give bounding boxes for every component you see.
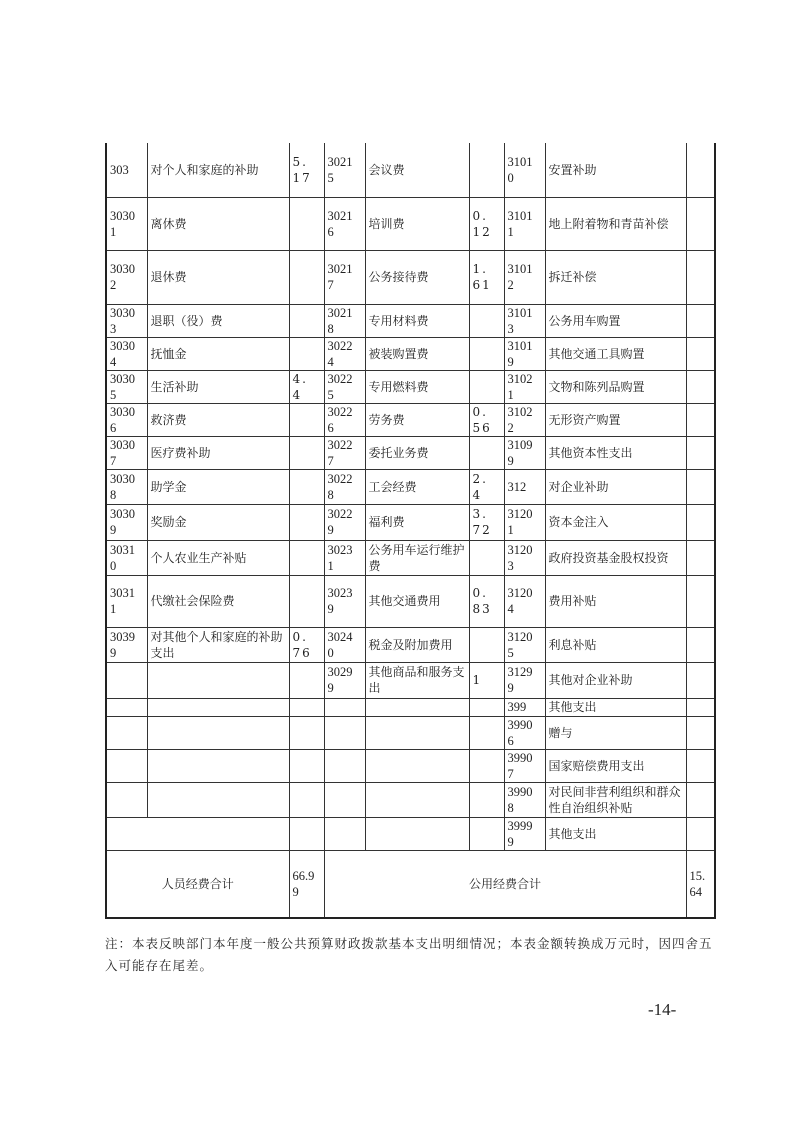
item-name-cell: 救济费 [147, 403, 289, 436]
item-name-cell: 地上附着物和青苗补偿 [545, 197, 686, 250]
code-cell: 30215 [324, 143, 365, 197]
amount-cell [469, 436, 504, 469]
item-name-cell: 被装购置费 [365, 337, 469, 370]
table-row [106, 662, 715, 698]
code-cell [106, 716, 147, 749]
code-cell: 31013 [504, 304, 545, 337]
table-row [106, 250, 715, 304]
item-name-cell: 退职（役）费 [147, 304, 289, 337]
code-cell: 31204 [504, 575, 545, 627]
item-name-cell: 抚恤金 [147, 337, 289, 370]
amount-cell [686, 698, 715, 716]
item-name-cell: 助学金 [147, 469, 289, 504]
code-cell: 30308 [106, 469, 147, 504]
item-name-cell: 公务接待费 [365, 250, 469, 304]
totals-row [106, 850, 715, 918]
table-row [106, 304, 715, 337]
table-row [106, 627, 715, 662]
item-name-cell: 个人农业生产补贴 [147, 540, 289, 575]
code-cell: 30224 [324, 337, 365, 370]
item-name-cell: 安置补助 [545, 143, 686, 197]
amount-cell [686, 749, 715, 782]
code-cell: 30239 [324, 575, 365, 627]
code-cell: 30225 [324, 370, 365, 403]
amount-cell [289, 540, 324, 575]
code-cell [106, 662, 147, 698]
item-name-cell: 文物和陈列品购置 [545, 370, 686, 403]
amount-cell [686, 403, 715, 436]
item-name-cell: 专用材料费 [365, 304, 469, 337]
item-name-cell: 赠与 [545, 716, 686, 749]
personnel-total-value: 66.99 [289, 850, 324, 918]
table-row [106, 716, 715, 749]
item-name-cell: 其他商品和服务支出 [365, 662, 469, 698]
amount-cell: 1 [469, 662, 504, 698]
amount-cell [289, 782, 324, 817]
amount-cell: 2.4 [469, 469, 504, 504]
amount-cell [686, 250, 715, 304]
item-name-cell: 国家赔偿费用支出 [545, 749, 686, 782]
page-number: -14- [648, 1000, 677, 1019]
item-name-cell: 其他对企业补助 [545, 662, 686, 698]
item-name-cell: 其他支出 [545, 698, 686, 716]
amount-cell [686, 575, 715, 627]
amount-cell [469, 627, 504, 662]
code-cell: 39907 [504, 749, 545, 782]
item-name-cell: 税金及附加费用 [365, 627, 469, 662]
amount-cell [686, 662, 715, 698]
table-row [106, 504, 715, 540]
amount-cell [686, 436, 715, 469]
code-cell [106, 698, 147, 716]
code-cell: 30310 [106, 540, 147, 575]
item-name-cell [365, 749, 469, 782]
item-name-cell: 资本金注入 [545, 504, 686, 540]
table-row [106, 782, 715, 817]
item-name-cell: 培训费 [365, 197, 469, 250]
amount-cell [469, 143, 504, 197]
personnel-total-label: 人员经费合计 [106, 850, 289, 918]
code-cell: 30309 [106, 504, 147, 540]
item-name-cell: 专用燃料费 [365, 370, 469, 403]
item-name-cell: 其他交通费用 [365, 575, 469, 627]
amount-cell [469, 540, 504, 575]
item-name-cell: 退休费 [147, 250, 289, 304]
amount-cell [469, 304, 504, 337]
item-name-cell: 费用补贴 [545, 575, 686, 627]
amount-cell: 0.83 [469, 575, 504, 627]
item-name-cell: 政府投资基金股权投资 [545, 540, 686, 575]
code-cell: 30311 [106, 575, 147, 627]
code-cell: 30305 [106, 370, 147, 403]
table-row [106, 403, 715, 436]
item-name-cell: 其他支出 [545, 817, 686, 850]
amount-cell: 1.61 [469, 250, 504, 304]
amount-cell [469, 749, 504, 782]
table-row [106, 370, 715, 403]
amount-cell [686, 817, 715, 850]
code-cell: 30218 [324, 304, 365, 337]
amount-cell [469, 817, 504, 850]
item-name-cell: 离休费 [147, 197, 289, 250]
code-cell: 31099 [504, 436, 545, 469]
item-name-cell: 对个人和家庭的补助 [147, 143, 289, 197]
code-cell [324, 782, 365, 817]
amount-cell [289, 403, 324, 436]
table-row [106, 540, 715, 575]
table-row [106, 337, 715, 370]
code-cell: 30228 [324, 469, 365, 504]
code-cell: 30226 [324, 403, 365, 436]
amount-cell [686, 304, 715, 337]
code-cell: 312 [504, 469, 545, 504]
table-row [106, 817, 715, 850]
amount-cell [686, 716, 715, 749]
amount-cell: 0.12 [469, 197, 504, 250]
code-cell: 30306 [106, 403, 147, 436]
amount-cell [289, 197, 324, 250]
code-cell: 31299 [504, 662, 545, 698]
code-cell: 30240 [324, 627, 365, 662]
amount-cell [686, 143, 715, 197]
code-cell [324, 817, 365, 850]
table-note: 注：本表反映部门本年度一般公共预算财政拨款基本支出明细情况；本表金额转换成万元时，因四舍五入可能存在尾差。 [105, 936, 713, 973]
amount-cell [686, 504, 715, 540]
code-cell: 30307 [106, 436, 147, 469]
amount-cell [686, 540, 715, 575]
item-name-cell: 无形资产购置 [545, 403, 686, 436]
item-name-cell: 公务用车购置 [545, 304, 686, 337]
item-name-cell: 对民间非营利组织和群众性自治组织补贴 [545, 782, 686, 817]
item-name-cell: 对企业补助 [545, 469, 686, 504]
amount-cell [289, 304, 324, 337]
item-name-cell: 代缴社会保险费 [147, 575, 289, 627]
code-cell: 30217 [324, 250, 365, 304]
code-cell: 31203 [504, 540, 545, 575]
item-name-cell: 生活补助 [147, 370, 289, 403]
item-name-cell: 公务用车运行维护费 [365, 540, 469, 575]
table-row [106, 469, 715, 504]
amount-cell [469, 337, 504, 370]
amount-cell [289, 698, 324, 716]
amount-cell [289, 469, 324, 504]
item-name-cell: 福利费 [365, 504, 469, 540]
code-cell: 30227 [324, 436, 365, 469]
amount-cell: 4.4 [289, 370, 324, 403]
code-cell: 39999 [504, 817, 545, 850]
code-cell: 31022 [504, 403, 545, 436]
code-cell: 30399 [106, 627, 147, 662]
code-cell: 31201 [504, 504, 545, 540]
amount-cell [686, 782, 715, 817]
code-cell: 30302 [106, 250, 147, 304]
item-name-cell [147, 782, 289, 817]
amount-cell [289, 504, 324, 540]
expenditure-detail-table [105, 143, 716, 919]
code-cell: 31019 [504, 337, 545, 370]
item-name-cell: 奖励金 [147, 504, 289, 540]
code-cell [324, 716, 365, 749]
code-cell: 39906 [504, 716, 545, 749]
item-name-cell [365, 716, 469, 749]
item-name-cell [365, 782, 469, 817]
code-cell: 303 [106, 143, 147, 197]
item-name-cell: 工会经费 [365, 469, 469, 504]
amount-cell [686, 370, 715, 403]
amount-cell [469, 370, 504, 403]
amount-cell [469, 716, 504, 749]
code-cell [324, 698, 365, 716]
code-cell: 31011 [504, 197, 545, 250]
code-cell: 31205 [504, 627, 545, 662]
item-name-cell: 医疗费补助 [147, 436, 289, 469]
public-total-value: 15.64 [686, 850, 715, 918]
code-cell: 399 [504, 698, 545, 716]
code-cell: 39908 [504, 782, 545, 817]
amount-cell [469, 698, 504, 716]
amount-cell [289, 575, 324, 627]
item-name-cell: 会议费 [365, 143, 469, 197]
amount-cell [289, 716, 324, 749]
item-name-cell [147, 662, 289, 698]
amount-cell: 5.17 [289, 143, 324, 197]
code-cell [324, 749, 365, 782]
amount-cell [289, 749, 324, 782]
amount-cell [289, 250, 324, 304]
amount-cell [289, 436, 324, 469]
code-cell: 30231 [324, 540, 365, 575]
amount-cell [289, 337, 324, 370]
item-name-cell [147, 716, 289, 749]
item-name-cell: 其他资本性支出 [545, 436, 686, 469]
code-cell: 30301 [106, 197, 147, 250]
table-row [106, 436, 715, 469]
table-row [106, 749, 715, 782]
code-cell: 30299 [324, 662, 365, 698]
item-name-cell: 拆迁补偿 [545, 250, 686, 304]
item-name-cell: 委托业务费 [365, 436, 469, 469]
item-name-cell [147, 698, 289, 716]
table-row [106, 575, 715, 627]
code-cell: 31021 [504, 370, 545, 403]
code-cell: 30216 [324, 197, 365, 250]
amount-cell [289, 817, 324, 850]
item-name-cell: 劳务费 [365, 403, 469, 436]
table-row [106, 197, 715, 250]
code-cell [106, 749, 147, 782]
code-cell: 31010 [504, 143, 545, 197]
item-name-cell [147, 749, 289, 782]
table-row [106, 143, 715, 197]
code-cell [106, 817, 289, 850]
amount-cell [289, 662, 324, 698]
item-name-cell: 对其他个人和家庭的补助支出 [147, 627, 289, 662]
code-cell [106, 782, 147, 817]
amount-cell: 0.76 [289, 627, 324, 662]
amount-cell [686, 469, 715, 504]
code-cell: 31012 [504, 250, 545, 304]
amount-cell [686, 337, 715, 370]
code-cell: 30304 [106, 337, 147, 370]
item-name-cell [365, 817, 469, 850]
amount-cell [686, 197, 715, 250]
public-total-label: 公用经费合计 [324, 850, 686, 918]
amount-cell [686, 627, 715, 662]
code-cell: 30303 [106, 304, 147, 337]
amount-cell: 3.72 [469, 504, 504, 540]
amount-cell [469, 782, 504, 817]
item-name-cell: 利息补贴 [545, 627, 686, 662]
item-name-cell [365, 698, 469, 716]
amount-cell: 0.56 [469, 403, 504, 436]
item-name-cell: 其他交通工具购置 [545, 337, 686, 370]
code-cell: 30229 [324, 504, 365, 540]
table-row [106, 698, 715, 716]
